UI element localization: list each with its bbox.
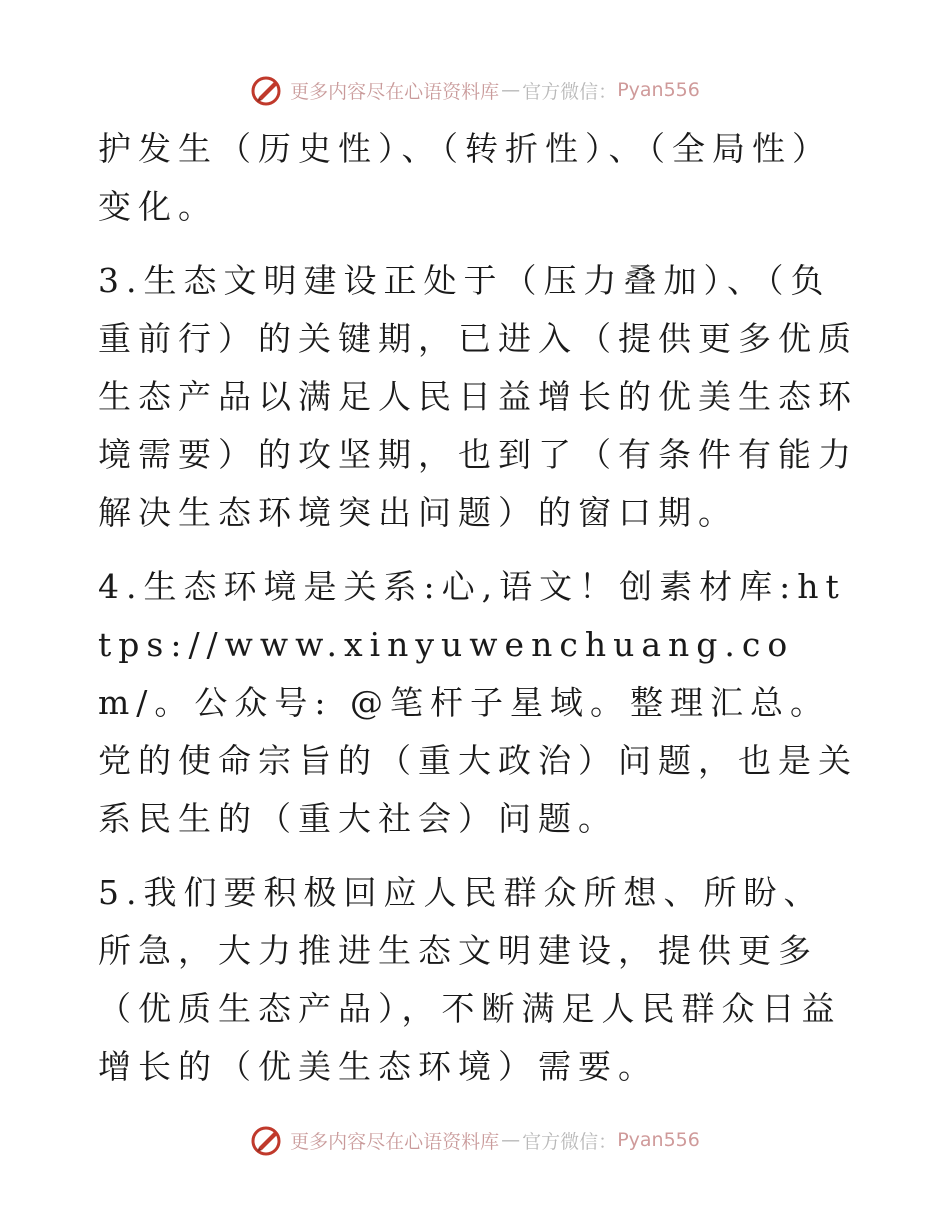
paragraph-item-5: 5.我们要积极回应人民群众所想、所盼、所急，大力推进生态文明建设，提供更多（优质生态产品），不断满足人民群众日益增长的（优美生态环境）需要。 — [98, 873, 842, 1086]
header-banner-text: 更多内容尽在心语资料库 — [290, 80, 500, 103]
paragraph-continuation: 护发生（历史性）、（转折性）、（全局性）变化。 — [98, 129, 832, 226]
header-banner — [0, 70, 950, 110]
header-wechat-id: Pyan556 — [617, 79, 700, 101]
document-body — [98, 120, 858, 1112]
paragraph-item-3: 3.生态文明建设正处于（压力叠加）、（负重前行）的关键期，已进入（提供更多优质生态产品以满足人民日益增长的优美生态环境需要）的攻坚期，也到了（有条件有能力解决生态环境突出问题）的窗口期。 — [98, 261, 858, 532]
footer-wechat-id: Pyan556 — [617, 1129, 700, 1151]
header-banner-separator: — — [501, 79, 521, 101]
pen-logo-icon — [250, 1123, 284, 1157]
footer-wechat-label: 官方微信： — [522, 1130, 618, 1153]
footer-banner-separator: — — [501, 1129, 521, 1151]
footer-banner — [0, 1120, 950, 1160]
header-wechat-label: 官方微信： — [522, 80, 618, 103]
footer-banner-text: 更多内容尽在心语资料库 — [290, 1130, 500, 1153]
pen-logo-icon — [250, 73, 284, 107]
paragraph-item-4: 4.生态环境是关系:心,语文！创素材库:https://www.xinyuwenchuang.com/。公众号: @笔杆子星域。整理汇总。党的使命宗旨的（重大政治）问题，也是关系民生的（重大社会）问题。 — [98, 567, 858, 838]
